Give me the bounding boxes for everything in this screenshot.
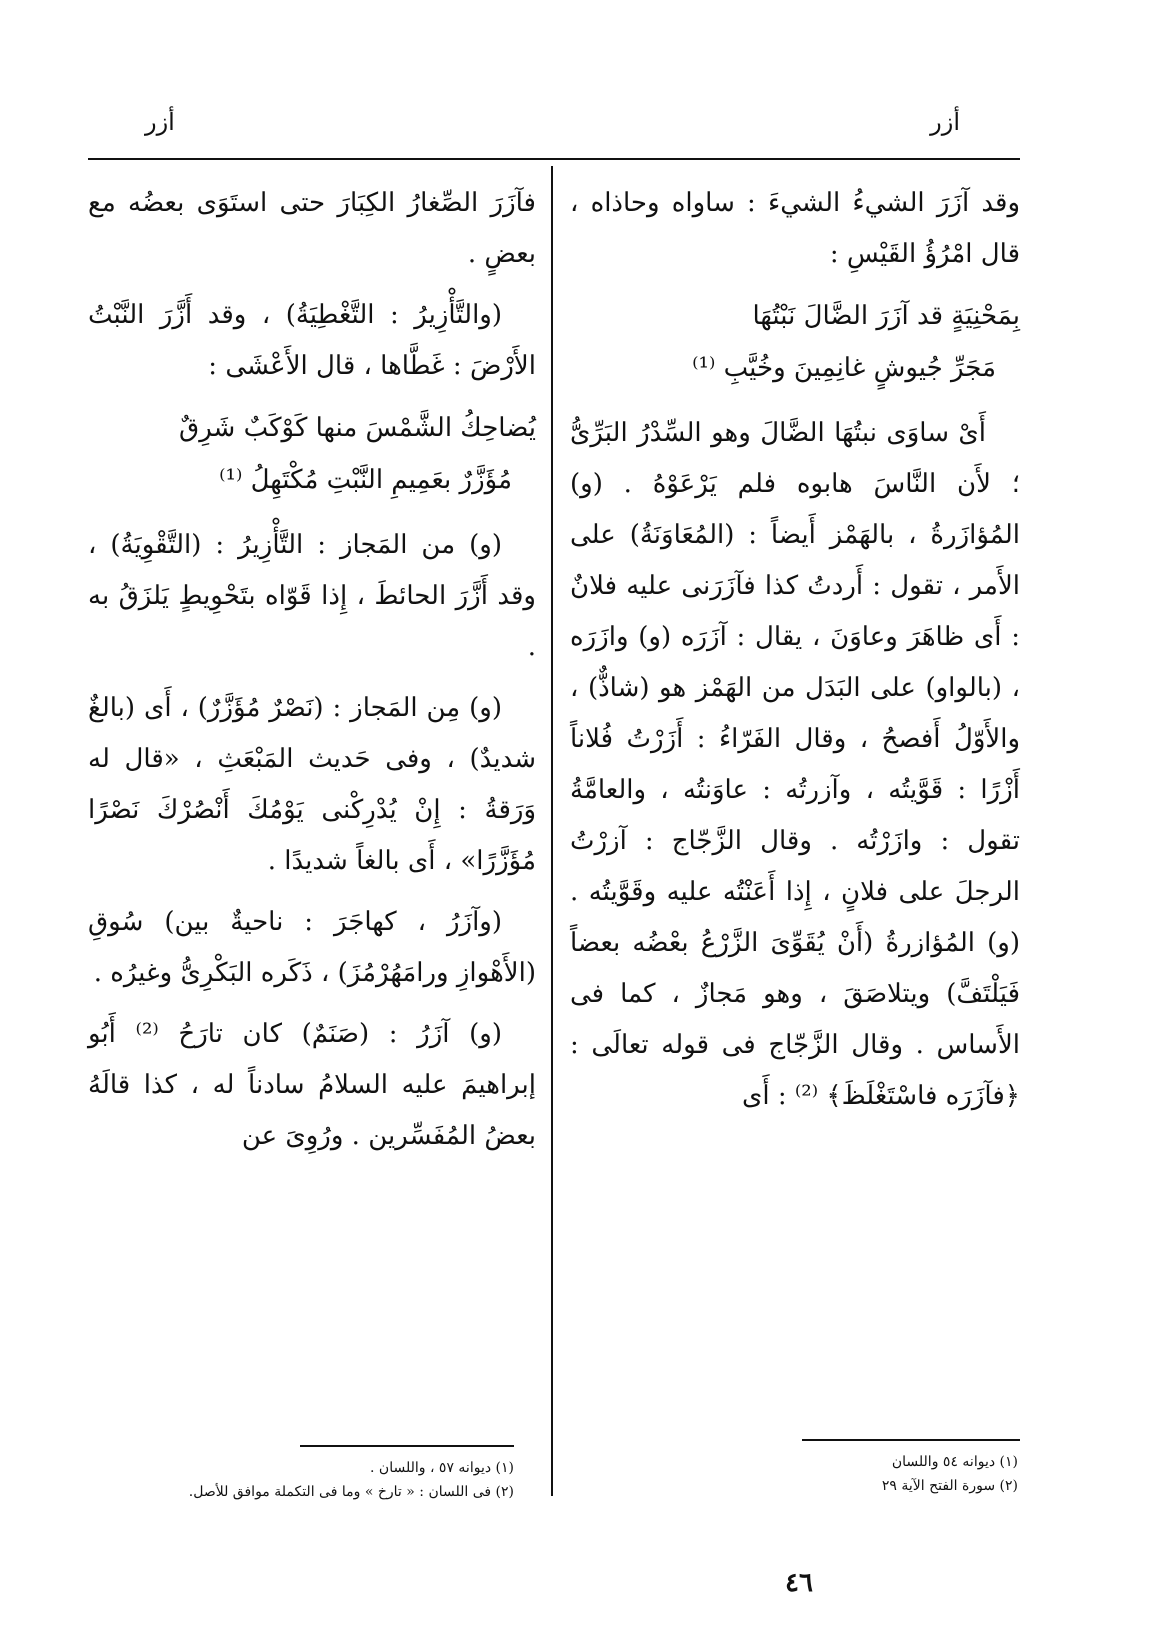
left-column bbox=[88, 178, 536, 1172]
left-para-5: (وآزَرُ ، كهاجَرَ : ناحيةٌ بين) سُوقِ (الأَهْوازِ ورامَهُرْمُزَ) ، ذَكَره البَكْرِىُّ وغيرُه . bbox=[88, 907, 536, 988]
header-rule bbox=[88, 158, 1020, 160]
running-head-left: أزر bbox=[145, 108, 175, 136]
footnote-rule-right bbox=[802, 1439, 1020, 1441]
footnotes-left bbox=[90, 1456, 514, 1504]
left-verse-line-1: يُضاحِكُ الشَّمْسَ منها كَوْكَبٌ شَرِقٌ bbox=[179, 413, 536, 443]
left-para-2: (والتَّأْزِيرُ : التَّغْطِيَةُ) ، وقد أَزَّرَ النَّبْتُ الأَرْضَ : غَطَّاها ، قال الأَعْشَى : bbox=[88, 300, 536, 381]
left-para-1: فآزَرَ الصِّغارُ الكِبَارَ حتى استَوَى بعضُه مع بعضٍ . bbox=[88, 188, 536, 269]
right-body: أَىْ ساوَى نبتُهَا الضَّالَ وهو السِّدْرُ البَرِّىُّ ؛ لأَن النَّاسَ هابوه فلم يَرْعَوْهُ . (و) المُؤازَرةُ ، بالهَمْز أَيضاً : (المُعَاوَنَةُ) على الأَمر ، تقول : أَردتُ كذا فآزَرَنى عليه فلانٌ : أَى ظاهَرَ وعاوَنَ ، يقال : آزَرَه (و) وازَرَه ، (بالواو) على البَدَل من الهَمْز هو (شاذٌّ) ، والأَوّلُ أَفصحُ ، وقال الفَرّاءُ : أَزَرْتُ فُلاناً أَزْرًا : قَوَّيتُه ، وآزرتُه : عاوَنتُه ، والعامَّةُ تقول : وازَرْتُه . وقال الزَّجّاج : آزرْتُ الرجلَ على فلانٍ ، إِذا أَعَنْتُه عليه وقَوَّيتُه . (و) المُؤازرةُ (أَنْ يُقَوِّىَ الزَّرْعُ بعْضُه بعضاً فَيَلْتَفَّ) ويتلاصَقَ ، وهو مَجازٌ ، كما فى الأَساس . وقال الزَّجّاج فى قوله تعالَى : ﴿فآزَرَه فاسْتَغْلَظَ﴾ ⁽²⁾ : أَى bbox=[570, 418, 1020, 1111]
left-para-4: (و) مِن المَجاز : (نَصْرٌ مُؤَزَّرٌ) ، أَى (بالغٌ شديدٌ) ، وفى حَديث المَبْعَثِ ، «قال له وَرَقةُ : إِنْ يُدْرِكْنى يَوْمُكَ أَنْصُرْكَ نَصْرًا مُؤَزَّرًا» ، أَى بالغاً شديدًا . bbox=[88, 693, 536, 876]
left-para-6: (و) آزَرُ : (صَنَمٌ) كان تارَحُ ⁽²⁾ أَبُو إبراهيمَ عليه السلامُ سادناً له ، كذا قالَهُ بعضُ المُفَسِّرين . ورُوِىَ عن bbox=[88, 1019, 536, 1151]
footnote-rule-left bbox=[300, 1445, 514, 1447]
page-number: ٤٦ bbox=[785, 1568, 813, 1598]
right-verse bbox=[570, 290, 1020, 394]
footnote-right-2: (٢) سورة الفتح الآية ٢٩ bbox=[881, 1478, 1018, 1494]
footnote-left-2: (٢) فى اللسان : « تارخ » وما فى التكملة موافق للأصل. bbox=[188, 1484, 514, 1500]
right-verse-line-2: مَجَرِّ جُيوشٍ غانِمِينَ وخُيَّبِ ⁽¹⁾ bbox=[692, 353, 996, 383]
right-verse-line-1: بِمَحْنِيَةٍ قد آزَرَ الضَّالَ نَبْتُهَا bbox=[752, 301, 1020, 331]
footnotes-right bbox=[760, 1450, 1018, 1498]
footnote-right-1: (١) ديوانه ٥٤ واللسان bbox=[891, 1454, 1018, 1470]
left-verse bbox=[88, 402, 536, 506]
footnote-left-1: (١) ديوانه ٥٧ ، واللسان . bbox=[370, 1460, 514, 1476]
running-head-right: أزر bbox=[930, 108, 960, 136]
left-para-3: (و) من المَجاز : التَّأْزِيرُ : (التَّقْوِيَةُ) ، وقد أَزَّرَ الحائطَ ، إِذا قَوّاه بتَحْوِيطٍ يَلزَقُ به . bbox=[88, 530, 536, 662]
right-intro: وقد آزَرَ الشيءُ الشيءَ : ساواه وحاذاه ، قال امْرُؤُ القَيْسِ : bbox=[570, 188, 1020, 269]
left-verse-line-2: مُؤَزَّرٌ بعَمِيمِ النَّبْتِ مُكْتَهِلُ ⁽¹⁾ bbox=[219, 465, 512, 495]
column-divider bbox=[551, 166, 553, 1496]
right-column bbox=[570, 178, 1020, 1132]
